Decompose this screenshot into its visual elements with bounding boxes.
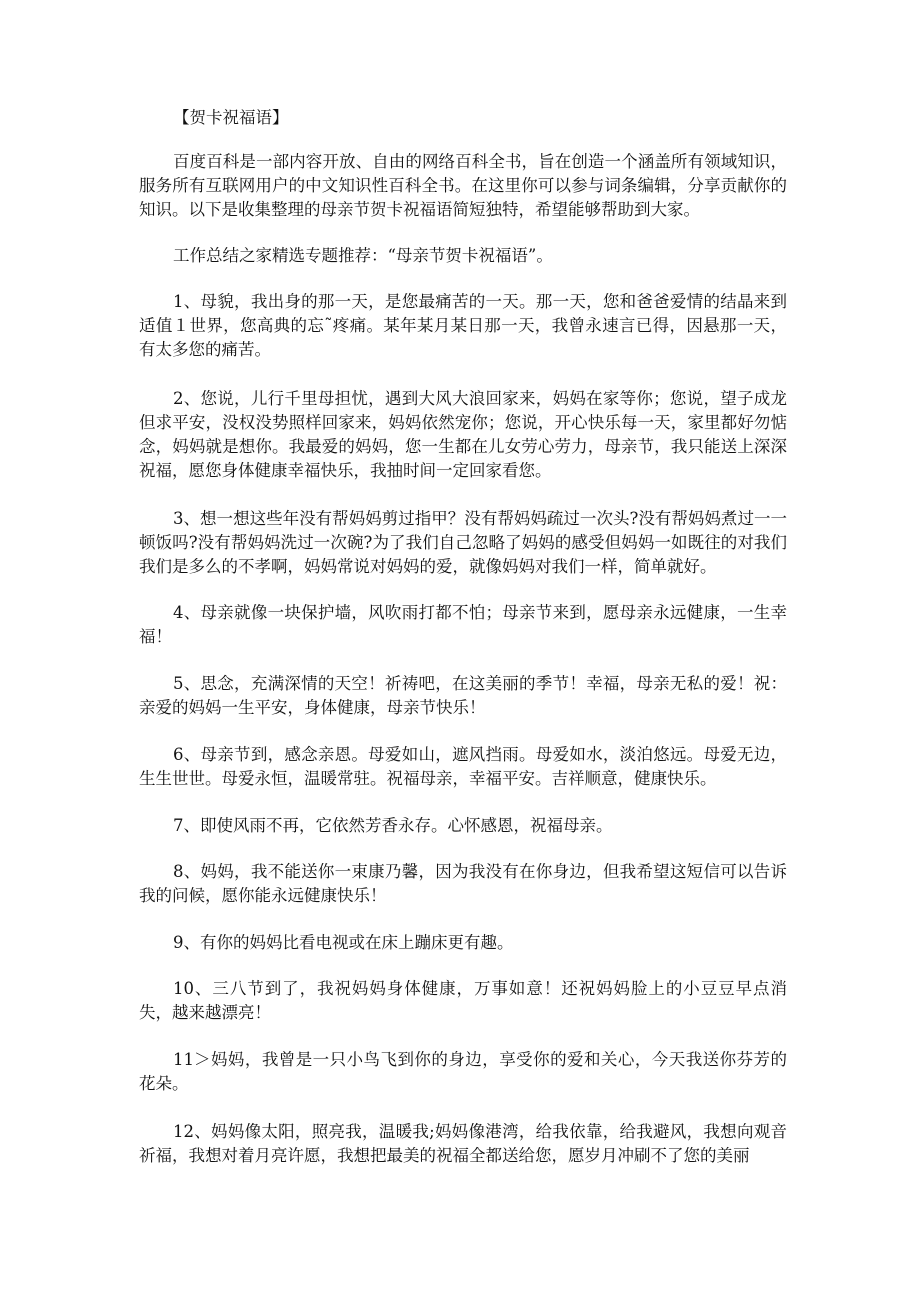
- wish-item-5: 5、思念，充满深情的天空！祈祷吧，在这美丽的季节！幸福，母亲无私的爱！祝：亲爱的妈妈一生平安，身体健康，母亲节快乐！: [139, 674, 787, 717]
- wish-item-8: 8、妈妈，我不能送你一束康乃馨，因为我没有在你身边，但我希望这短信可以告诉我的问候，愿你能永远健康快乐！: [139, 862, 787, 905]
- wish-item-1: 1、母貌，我出身的那一天，是您最痛苦的一天。那一天，您和爸爸爱情的结晶来到适值１世界，您高典的忘˜疼痛。某年某月某日那一天，我曾永速言已得，因悬那一天，有太多您的痛苦。: [139, 292, 787, 359]
- wish-item-11: 11＞妈妈，我曾是一只小鸟飞到你的身边，享受你的爱和关心，今天我送你芬芳的花朵。: [139, 1050, 787, 1093]
- wish-item-3: 3、想一想这些年没有帮妈妈剪过指甲？没有帮妈妈疏过一次头?没有帮妈妈煮过一一顿饭吗?没有帮妈妈洗过一次碗?为了我们自己忽略了妈妈的感受但妈妈一如既往的对我们我们是多么的不孝啊，妈妈常说对妈妈的爱，就像妈妈对我们一样，简单就好。: [139, 509, 787, 576]
- recommend-paragraph: 工作总结之家精选专题推荐：“母亲节贺卡祝福语”。: [173, 246, 553, 265]
- intro-paragraph: 百度百科是一部内容开放、自由的网络百科全书，旨在创造一个涵盖所有领域知识，服务所有互联网用户的中文知识性百科全书。在这里你可以参与词条编辑，分享贡献你的知识。以下是收集整理的母亲节贺卡祝福语简短独特，希望能够帮助到大家。: [139, 152, 787, 219]
- wish-item-7: 7、即使风雨不再，它依然芳香永存。心怀感恩，祝福母亲。: [173, 816, 613, 835]
- wish-item-2: 2、您说，儿行千里母担忧，遇到大风大浪回家来，妈妈在家等你；您说，望子成龙但求平安，没权没势照样回家来，妈妈依然宠你；您说，开心快乐每一天，家里都好勿惦念，妈妈就是想你。我最爱的妈妈，您一生都在儿女劳心劳力，母亲节，我只能送上深深祝福，愿您身体健康幸福快乐，我抽时间一定回家看您。: [139, 389, 787, 480]
- wish-item-6: 6、母亲节到，感念亲恩。母爱如山，遮风挡雨。母爱如水，淡泊悠远。母爱无边，生生世世。母爱永恒，温暖常驻。祝福母亲，幸福平安。吉祥顺意，健康快乐。: [139, 745, 787, 788]
- document-heading: 【贺卡祝福语】: [173, 108, 289, 127]
- wish-item-12: 12、妈妈像太阳，照亮我，温暖我;妈妈像港湾，给我依靠，给我避风，我想向观音祈福，我想对着月亮许愿，我想把最美的祝福全都送给您，愿岁月冲刷不了您的美丽: [139, 1122, 787, 1165]
- wish-item-4: 4、母亲就像一块保护墙，风吹雨打都不怕；母亲节来到，愿母亲永远健康，一生幸福！: [139, 603, 787, 646]
- wish-item-9: 9、有你的妈妈比看电视或在床上蹦床更有趣。: [173, 933, 514, 952]
- wish-item-10: 10、三八节到了，我祝妈妈身体健康，万事如意！还祝妈妈脸上的小豆豆早点消失，越来越漂亮！: [139, 979, 787, 1022]
